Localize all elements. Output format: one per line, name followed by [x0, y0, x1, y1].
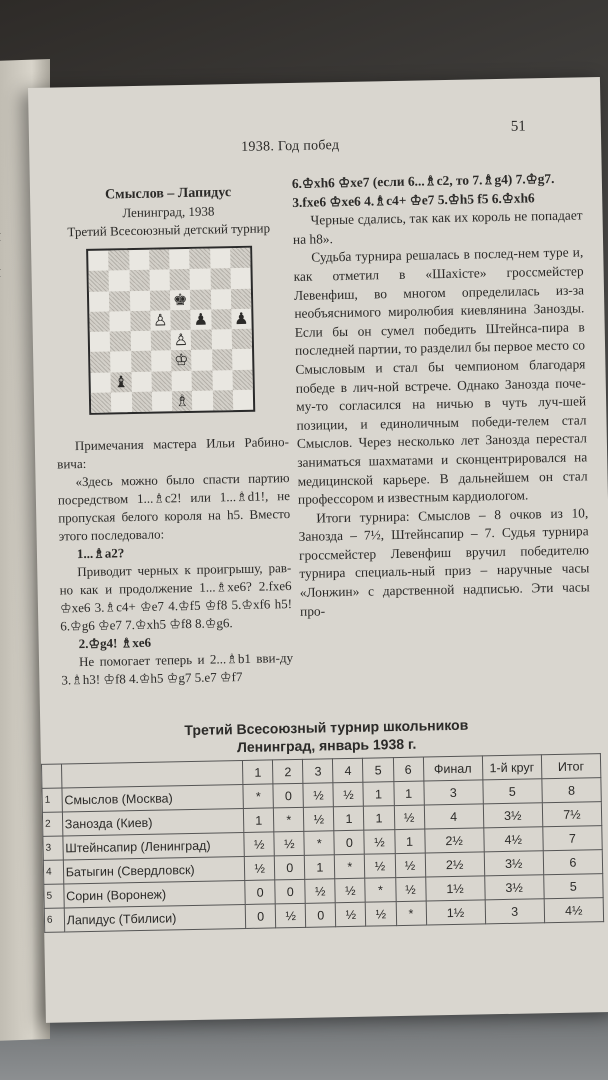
table-cell: ½ [274, 831, 305, 856]
board-square [89, 271, 110, 292]
table-cell: 2½ [425, 852, 485, 877]
board-square [111, 392, 132, 413]
table-cell: 3 [485, 899, 545, 924]
table-cell: 0 [275, 879, 306, 904]
table-cell: ½ [395, 877, 426, 902]
table-cell: * [396, 901, 427, 926]
table-cell: ½ [394, 805, 425, 830]
table-cell: 0 [334, 830, 365, 855]
board-square [111, 372, 132, 393]
chess-piece: ♚ [172, 289, 188, 309]
table-header-cell: Итог [541, 754, 601, 779]
board-square [129, 290, 150, 311]
board-square [131, 371, 152, 392]
board-square [88, 250, 109, 271]
board-square [150, 310, 171, 331]
table-cell: 0 [273, 783, 304, 808]
board-square [149, 270, 170, 291]
board-square [170, 269, 191, 290]
board-square [172, 391, 193, 412]
table-cell: ½ [304, 807, 335, 832]
table-cell: 5 [483, 779, 543, 804]
tournament-title-line-1: Третий Всесоюзный турнир школьников [184, 716, 469, 739]
chess-diagram [86, 246, 255, 415]
table-cell: 0 [245, 880, 276, 905]
left-column [52, 183, 294, 689]
board-square [231, 309, 252, 330]
table-cell: * [274, 807, 305, 832]
table-cell: ½ [364, 830, 395, 855]
left-page-fragment [0, 354, 12, 373]
chess-piece: ♙ [152, 310, 168, 330]
table-cell: 3½ [483, 803, 543, 828]
table-cell: ½ [244, 832, 275, 857]
right-column [292, 169, 591, 621]
table-cell: ½ [333, 782, 364, 807]
table-cell: 2½ [424, 828, 484, 853]
board-square [170, 289, 191, 310]
board-square [130, 331, 151, 352]
table-cell: 0 [275, 855, 306, 880]
table-cell: 2 [42, 812, 62, 836]
board-square [151, 371, 172, 392]
board-square [211, 329, 232, 350]
table-cell: 4 [424, 804, 484, 829]
board-square [110, 331, 131, 352]
board-square [171, 330, 192, 351]
board-square [210, 268, 231, 289]
board-square [189, 249, 210, 270]
board-square [150, 290, 171, 311]
table-header-cell [61, 761, 243, 788]
player-name-cell: Смыслов (Москва) [62, 784, 244, 811]
table-cell: 5 [44, 884, 64, 908]
board-square [191, 330, 212, 351]
tournament-title [40, 713, 608, 760]
board-square [192, 370, 213, 391]
board-square [169, 249, 190, 270]
chess-piece: ♔ [174, 350, 189, 370]
board-square [89, 311, 110, 332]
tournament-title-line-2: Ленинград, январь 1938 г. [236, 735, 417, 756]
table-cell: 7½ [542, 802, 602, 827]
table-cell: 4½ [483, 827, 543, 852]
table-cell: ½ [366, 902, 397, 927]
table-cell: 6 [44, 908, 64, 932]
board-square [89, 291, 110, 312]
board-square [210, 248, 231, 269]
standings-table [41, 753, 604, 933]
running-title: 1938. Год побед [241, 138, 340, 155]
left-page-fragment [0, 336, 12, 355]
table-cell: 3½ [484, 851, 544, 876]
board-square [109, 270, 130, 291]
table-header-cell [41, 764, 61, 788]
left-page-text [0, 210, 12, 771]
board-square [110, 311, 131, 332]
table-cell: 1½ [426, 900, 486, 925]
table-cell: 3 [43, 836, 63, 860]
table-cell: 1 [363, 782, 394, 807]
table-cell: 1 [364, 806, 395, 831]
table-header-cell: 2 [273, 759, 304, 784]
table-cell: ½ [305, 879, 336, 904]
table-cell: 1 [244, 808, 275, 833]
left-page-fragment [0, 210, 12, 229]
table-cell: 3½ [484, 875, 544, 900]
table-cell: ½ [336, 902, 367, 927]
table-cell: * [243, 784, 274, 809]
table-cell: * [365, 878, 396, 903]
board-square [230, 268, 251, 289]
chess-piece: ♝ [113, 371, 129, 392]
table-cell: 4 [43, 860, 63, 884]
board-square [131, 351, 152, 372]
board-square [108, 250, 129, 271]
page-header [29, 118, 601, 155]
game-event: Третий Всесоюзный детский турнир [67, 220, 271, 240]
player-name-cell: Занозда (Киев) [62, 808, 244, 835]
notes-heading: Примечания мастера Ильи Рабино-вича: [57, 434, 289, 472]
table-cell: ½ [303, 783, 334, 808]
table-cell: 1 [305, 855, 336, 880]
board-square [210, 289, 231, 310]
table-cell: ½ [244, 856, 275, 881]
continuation-line-1: 6.♔xh6 ♔xe7 (если 6...♗c2, то 7.♗g4) 7.♔g7. [291, 170, 555, 191]
board-square [212, 349, 233, 370]
table-cell: ½ [275, 903, 306, 928]
table-header-cell: 1 [243, 760, 274, 785]
board-square [211, 309, 232, 330]
left-page-fragment [0, 246, 12, 265]
table-cell: 4½ [544, 898, 604, 923]
table-cell: 3 [423, 780, 483, 805]
table-cell: 0 [245, 904, 276, 929]
table-cell: 1 [394, 829, 425, 854]
table-cell: 7 [543, 826, 603, 851]
annotation-text [57, 433, 294, 689]
player-name-cell: Батыгин (Свердловск) [63, 856, 245, 883]
table-cell: * [304, 831, 335, 856]
page-number: 51 [510, 118, 526, 135]
board-square [170, 310, 191, 331]
game-place: Ленинград, 1938 [122, 203, 215, 221]
board-square [90, 331, 111, 352]
board-square [151, 351, 172, 372]
game-players: Смыслов – Лапидус [104, 185, 232, 203]
board-square [171, 350, 192, 371]
annotation-paragraph-2: Приводит черных к проигрышу, рав-но как и продолжение 1...♗xe6? 2.fxe6 ♔xe6 3.♗c4+ ♔e7 4.♔f5 ♔f8 5.♔xf6 h5! 6.♔g6 ♔e7 7.♔xh5 ♔f8 8.♔g6. [59, 560, 293, 634]
chess-piece: ♟ [233, 308, 249, 328]
board-square [129, 270, 150, 291]
board-square [109, 291, 130, 312]
chess-piece: ♙ [173, 330, 189, 350]
board-square [149, 249, 170, 270]
left-page-fragment [0, 264, 12, 283]
chess-piece: ♗ [174, 390, 190, 411]
table-header-cell: 6 [393, 757, 424, 782]
story-paragraph-1: Судьба турнира решалась в послед-нем туре и, как отметил в «Шахісте» гроссмейстер Левенфиш, во многом определилась из-за необъяснимого миролюбия киевлянина Занозды. Если бы он сумел победить Штейнса-пира в последней партии, то разделил бы первое место со Смысловым и стал бы чемпионом благодаря победе в лич-ной встрече. Однако Занозда поче-му-то согласился на ничью в чуть луч-шей позиции, и единоличным победи-телем стал Смыслов. Через несколько лет Занозда перестал заниматься шахматами и сконцентрировался на медицинской карьере. В дальнейшем он стал профессором и известным кардиологом. [293, 244, 588, 507]
table-cell: * [335, 854, 366, 879]
board-square [190, 269, 211, 290]
player-name-cell: Сорин (Воронеж) [63, 880, 245, 907]
move-line-1: 1...♗a2? [76, 545, 125, 562]
board-square [110, 351, 131, 372]
board-square [150, 330, 171, 351]
board-square [90, 372, 111, 393]
table-header-cell: 5 [363, 758, 394, 783]
chess-piece: ♟ [193, 309, 209, 329]
left-page-fragment [0, 318, 12, 337]
board-square [190, 289, 211, 310]
table-cell: 1 [393, 781, 424, 806]
result-line: Черные сдались, так как их король не попадает на h8». [292, 207, 583, 247]
table-header-cell: 3 [303, 759, 334, 784]
table-cell: 1½ [425, 876, 485, 901]
book-page [28, 77, 608, 1023]
left-page-fragment [0, 282, 12, 301]
board-square [191, 350, 212, 371]
quote-paragraph: «Здесь можно было спасти партию посредством 1...♗c2! или 1...♗d1!, не пропуская белого короля на h5. Вместо этого последовало: [57, 470, 291, 544]
left-page-fragment [0, 228, 12, 247]
table-cell: 5 [543, 874, 603, 899]
board-square [232, 369, 253, 390]
table-cell: ½ [335, 878, 366, 903]
board-square [130, 310, 151, 331]
board-square [131, 391, 152, 412]
board-square [192, 390, 213, 411]
board-square [231, 329, 252, 350]
board-square [231, 288, 252, 309]
board-square [129, 250, 150, 271]
board-square [232, 349, 253, 370]
table-cell: 1 [334, 806, 365, 831]
table-header-cell: Финал [423, 756, 483, 781]
board-square [171, 370, 192, 391]
board-square [230, 248, 251, 269]
table-cell: ½ [365, 854, 396, 879]
board-square [233, 389, 254, 410]
table-cell: 1 [42, 788, 62, 812]
table-cell: ½ [395, 853, 426, 878]
annotation-paragraph-3: Не помогает теперь и 2...♗b1 вви-ду 3.♗h3! ♔f8 4.♔h5 ♔g7 5.e7 ♔f7 [61, 650, 294, 688]
story-paragraph-2: Итоги турнира: Смыслов – 8 очков из 10, Занозда – 7½, Штейнсапир – 7. Судья турнира гроссмейстер Левенфиш вручил победителю турнира специаль-ный приз – наручные часы «Лонжин» с дарственной надписью. Эти часы про- [298, 505, 590, 619]
player-name-cell: Лапидус (Тбилиси) [64, 904, 246, 931]
board-square [91, 392, 112, 413]
board-square [152, 391, 173, 412]
board-square [212, 390, 233, 411]
table-header-cell: 4 [333, 758, 364, 783]
table-cell: 8 [542, 778, 602, 803]
table-header-cell: 1-й круг [482, 755, 542, 780]
player-name-cell: Штейнсапир (Ленинград) [63, 832, 245, 859]
table-cell: 0 [306, 903, 337, 928]
continuation-line-2: 3.fxe6 ♔xe6 4.♗c4+ ♔e7 5.♔h5 f5 6.♔xh6 [292, 189, 535, 210]
board-square [90, 352, 111, 373]
board-square [212, 370, 233, 391]
move-line-2: 2.♔g4! ♗xe6 [78, 634, 152, 652]
board-square [191, 309, 212, 330]
table-cell: 6 [543, 850, 603, 875]
left-page-fragment [0, 300, 12, 319]
